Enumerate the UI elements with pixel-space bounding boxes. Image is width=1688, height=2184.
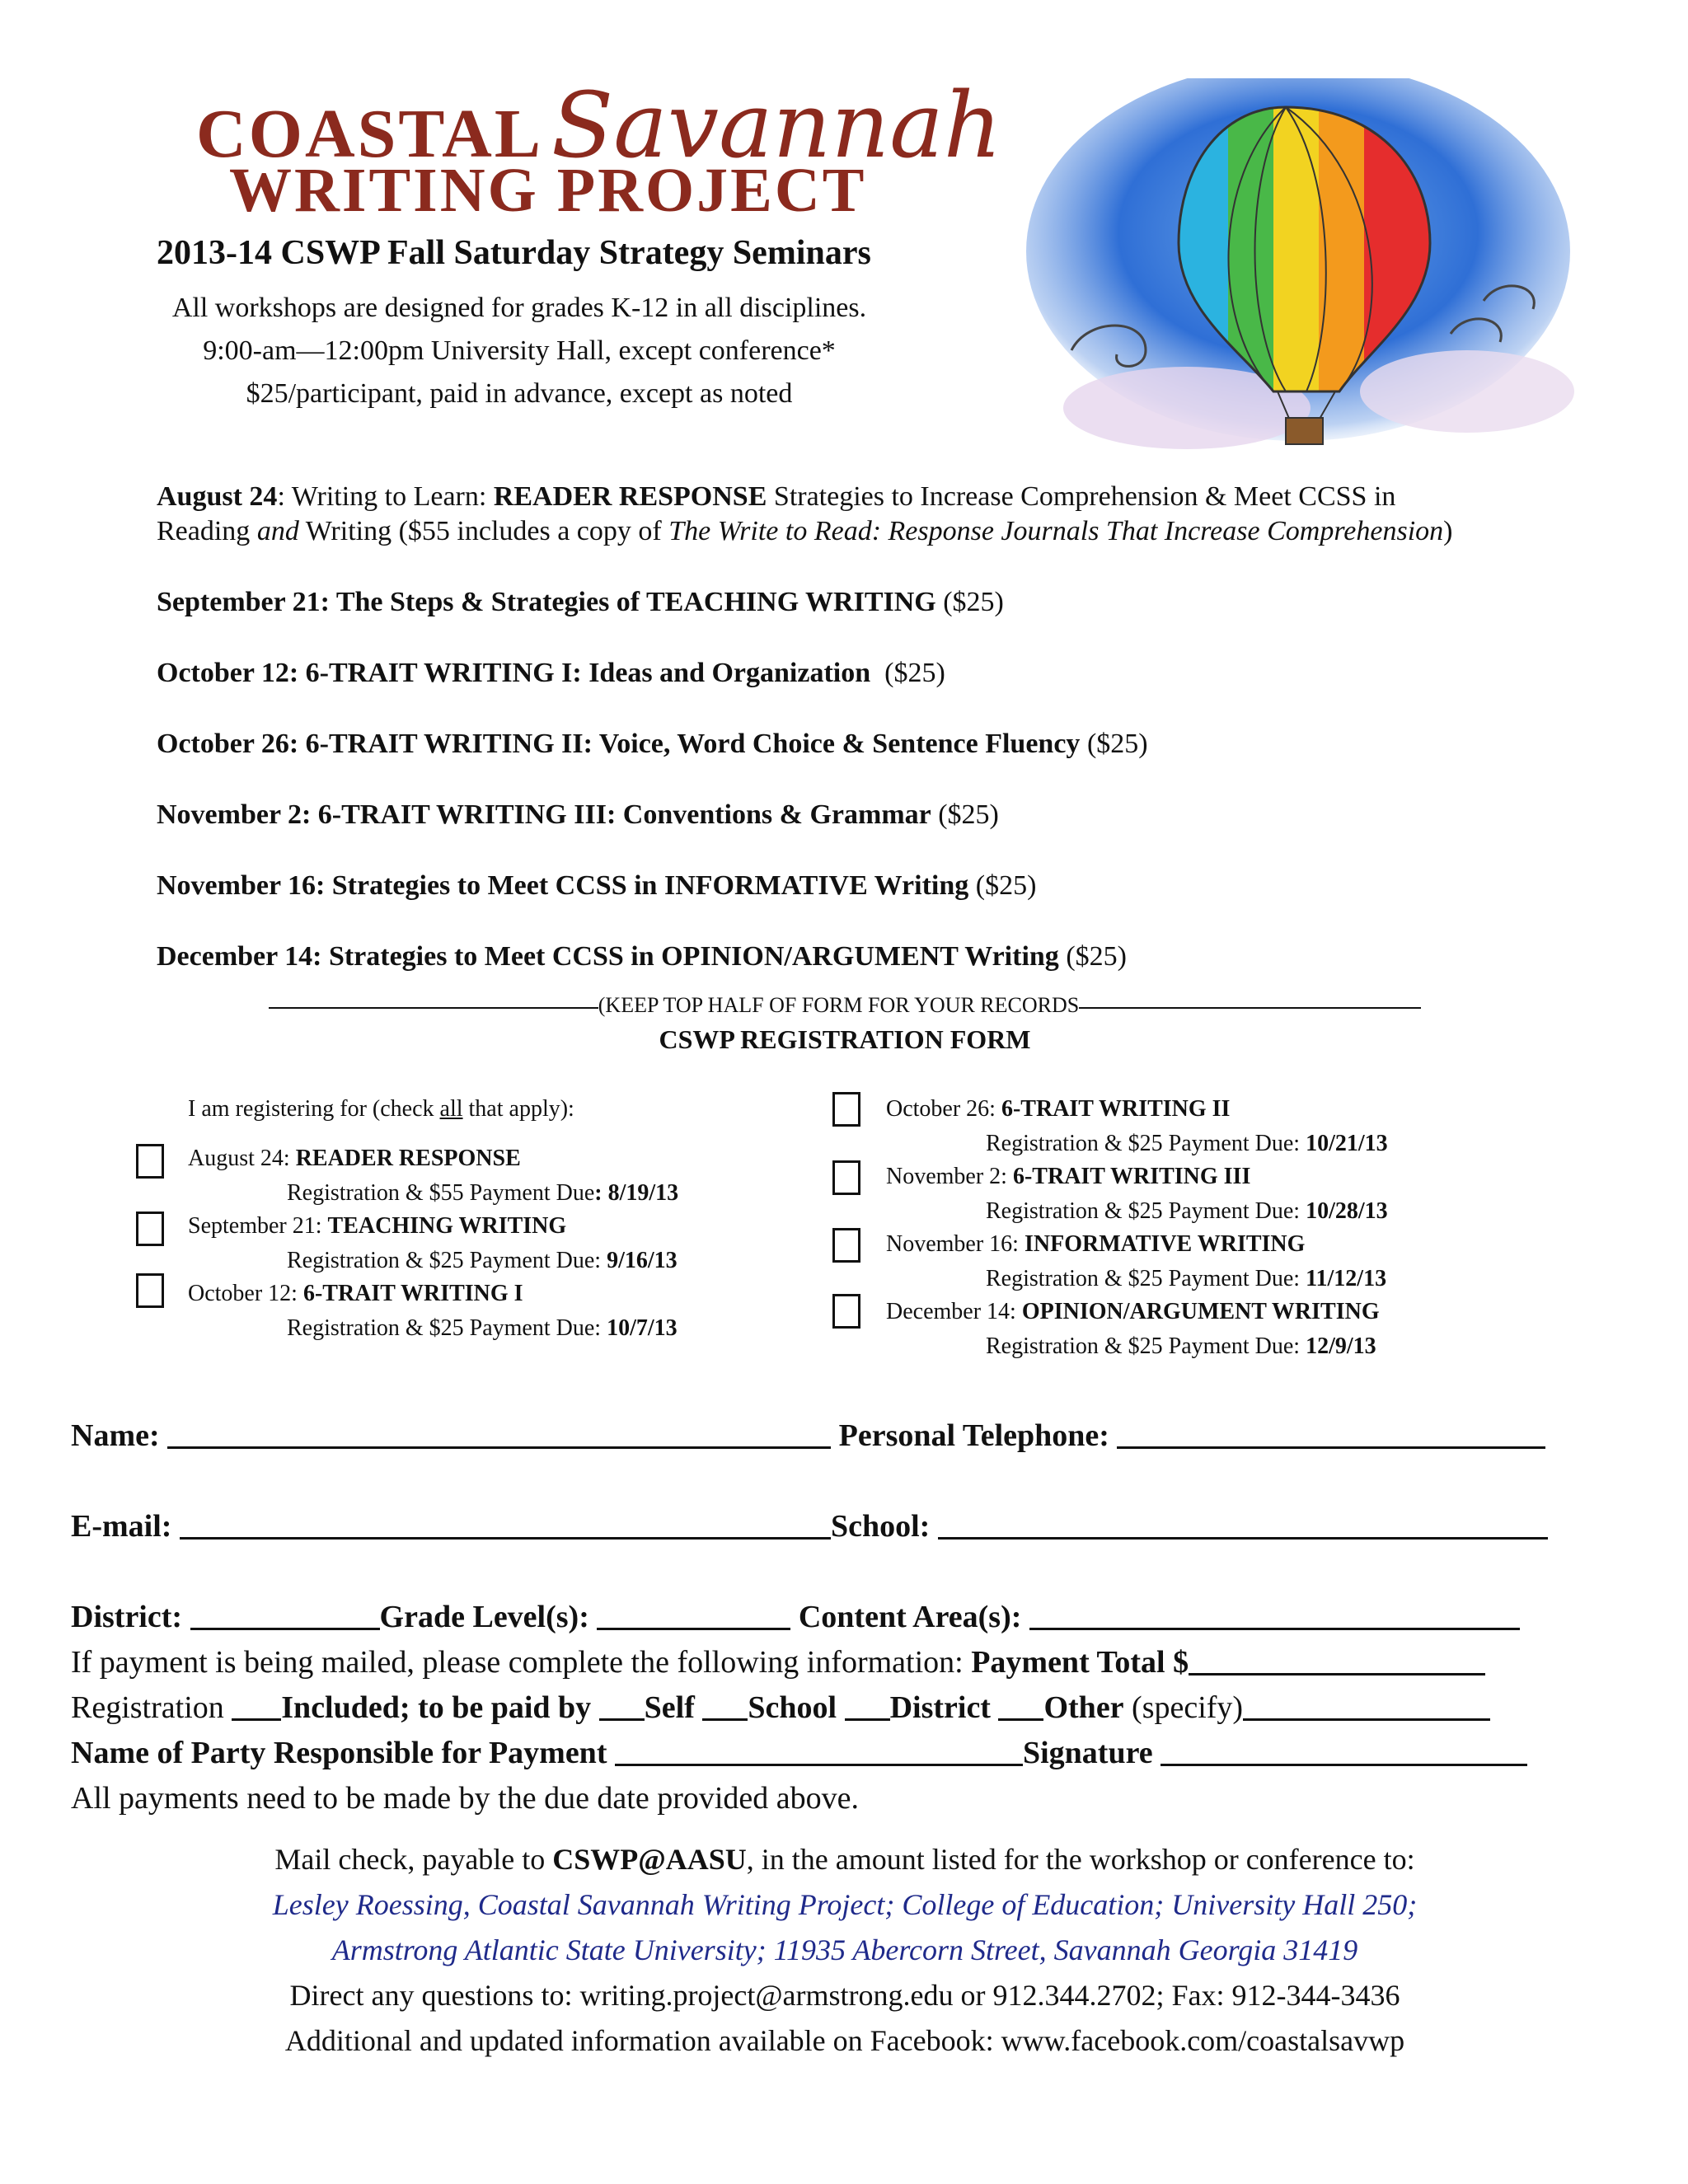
event-august-24-line-2: Reading and Writing ($55 includes a copy of The Write to Read: Response Journals That Increase Comprehension) — [157, 516, 1453, 546]
district-option-label: District — [889, 1690, 999, 1725]
row-party-signature — [71, 1735, 1575, 1771]
mailing-address-line-1: Lesley Roessing, Coastal Savannah Writing Project; College of Education; University Hall 250; — [272, 1888, 1418, 1921]
logo-savannah: Savannah — [551, 73, 1002, 178]
subtitle-price: $25/participant, paid in advance, except as noted — [246, 378, 793, 409]
logo-line-2: WRITING PROJECT — [229, 156, 867, 225]
name-field[interactable] — [167, 1418, 831, 1449]
district-label: District: — [71, 1600, 183, 1634]
registration-form-title: CSWP REGISTRATION FORM — [659, 1024, 1031, 1054]
checkbox-august-24[interactable] — [136, 1144, 164, 1179]
subtitle-grades: All workshops are designed for grades K-12 in all disciplines. — [171, 293, 867, 323]
registration-label: Registration — [71, 1690, 232, 1725]
reg-december-14-label: December 14: OPINION/ARGUMENT WRITING — [886, 1299, 1380, 1324]
payment-deadline-note: All payments need to be made by the due date provided above. — [71, 1781, 860, 1816]
contact-questions: Direct any questions to: writing.project@armstrong.edu or 912.344.2702; Fax: 912-344-3436 — [289, 1979, 1400, 2012]
signature-field[interactable] — [1160, 1736, 1527, 1766]
event-august-24 — [157, 480, 1591, 549]
checkbox-december-14[interactable] — [832, 1294, 860, 1329]
mail-instructions: Mail check, payable to CSWP@AASU, in the amount listed for the workshop or conference to: — [274, 1843, 1415, 1876]
name-label: Name: — [71, 1418, 160, 1453]
other-specify-field[interactable] — [1243, 1690, 1490, 1721]
email-label: E-mail: — [71, 1509, 172, 1544]
divider-text: (KEEP TOP HALF OF FORM FOR YOUR RECORDS — [598, 993, 1080, 1017]
self-blank[interactable] — [599, 1690, 645, 1721]
page-title: 2013-14 CSWP Fall Saturday Strategy Seminars — [157, 234, 871, 272]
payment-total-field[interactable] — [1189, 1645, 1485, 1675]
reg-august-24-due: Registration & $55 Payment Due: 8/19/13 — [287, 1180, 679, 1206]
event-november-2: November 2: 6-TRAIT WRITING III: Conventions & Grammar ($25) — [157, 799, 999, 830]
school-field[interactable] — [938, 1509, 1548, 1540]
other-blank[interactable] — [998, 1690, 1043, 1721]
reg-september-21-label: September 21: TEACHING WRITING — [188, 1213, 567, 1239]
reg-november-16-due: Registration & $25 Payment Due: 11/12/13 — [986, 1266, 1387, 1291]
mailing-address-line-2: Armstrong Atlantic State University; 11935 Abercorn Street, Savannah Georgia 31419 — [331, 1933, 1358, 1966]
grade-field[interactable] — [597, 1600, 790, 1630]
payment-total-label: Payment Total $ — [971, 1645, 1189, 1680]
logo-coastal: COASTAL — [196, 96, 543, 172]
reg-october-12-due: Registration & $25 Payment Due: 10/7/13 — [287, 1315, 678, 1341]
reg-august-24-label: August 24: READER RESPONSE — [188, 1146, 521, 1171]
school-option-label: School — [748, 1690, 845, 1725]
row-name-phone — [71, 1418, 1575, 1454]
payment-intro: If payment is being mailed, please complete the following information: — [71, 1645, 972, 1680]
event-september-21: September 21: The Steps & Strategies of TEACHING WRITING ($25) — [157, 587, 1004, 617]
reg-september-21-due: Registration & $25 Payment Due: 9/16/13 — [287, 1248, 678, 1273]
district-field[interactable] — [190, 1600, 380, 1630]
checkbox-october-12[interactable] — [136, 1273, 164, 1308]
reg-november-16-label: November 16: INFORMATIVE WRITING — [886, 1231, 1306, 1257]
checkbox-november-2[interactable] — [832, 1160, 860, 1195]
reg-december-14-due: Registration & $25 Payment Due: 12/9/13 — [986, 1333, 1376, 1359]
other-label: Other — [1043, 1690, 1124, 1725]
event-november-16: November 16: Strategies to Meet CCSS in INFORMATIVE Writing ($25) — [157, 870, 1037, 901]
party-field[interactable] — [615, 1736, 1023, 1766]
subtitle-time: 9:00-am—12:00pm University Hall, except conference* — [203, 335, 836, 366]
row-district-grade-content — [71, 1599, 1575, 1635]
grade-label: Grade Level(s): — [379, 1600, 589, 1634]
facebook-info: Additional and updated information available on Facebook: www.facebook.com/coastalsavwp — [284, 2024, 1405, 2057]
school-label: School: — [830, 1509, 931, 1544]
reg-november-2-due: Registration & $25 Payment Due: 10/28/13 — [986, 1198, 1388, 1224]
tear-off-divider — [260, 993, 1430, 1018]
phone-field[interactable] — [1117, 1418, 1545, 1449]
content-area-field[interactable] — [1029, 1600, 1520, 1630]
checkbox-november-16[interactable] — [832, 1228, 860, 1263]
email-field[interactable] — [180, 1509, 831, 1540]
party-label: Name of Party Responsible for Payment — [71, 1736, 615, 1770]
reg-october-26-due: Registration & $25 Payment Due: 10/21/13 — [986, 1131, 1388, 1156]
row-email-school — [71, 1508, 1575, 1544]
event-october-26: October 26: 6-TRAIT WRITING II: Voice, Word Choice & Sentence Fluency ($25) — [157, 729, 1148, 759]
checkbox-september-21[interactable] — [136, 1212, 164, 1246]
self-label: Self — [644, 1690, 703, 1725]
school-blank[interactable] — [702, 1690, 748, 1721]
registration-intro: I am registering for (check all that apply): — [188, 1096, 574, 1122]
registration-included-blank[interactable] — [232, 1690, 281, 1721]
reg-november-2-label: November 2: 6-TRAIT WRITING III — [886, 1164, 1251, 1189]
event-december-14: December 14: Strategies to Meet CCSS in OPINION/ARGUMENT Writing ($25) — [157, 941, 1127, 972]
hot-air-balloon-illustration — [1022, 78, 1574, 466]
district-blank[interactable] — [845, 1690, 890, 1721]
reg-october-26-label: October 26: 6-TRAIT WRITING II — [886, 1096, 1231, 1122]
specify-label: (specify) — [1123, 1690, 1244, 1725]
content-area-label: Content Area(s): — [798, 1600, 1022, 1634]
row-payment-total — [71, 1644, 1575, 1680]
checkbox-october-26[interactable] — [832, 1092, 860, 1127]
event-october-12: October 12: 6-TRAIT WRITING I: Ideas and Organization ($25) — [157, 658, 945, 688]
signature-label: Signature — [1022, 1736, 1161, 1770]
phone-label: Personal Telephone: — [838, 1418, 1109, 1453]
event-august-24-line-1: August 24: Writing to Learn: READER RESPONSE Strategies to Increase Comprehension & Meet CCSS in — [157, 481, 1396, 512]
row-payer-options — [71, 1690, 1575, 1726]
included-label: Included; to be paid by — [281, 1690, 599, 1725]
reg-october-12-label: October 12: 6-TRAIT WRITING I — [188, 1281, 523, 1306]
